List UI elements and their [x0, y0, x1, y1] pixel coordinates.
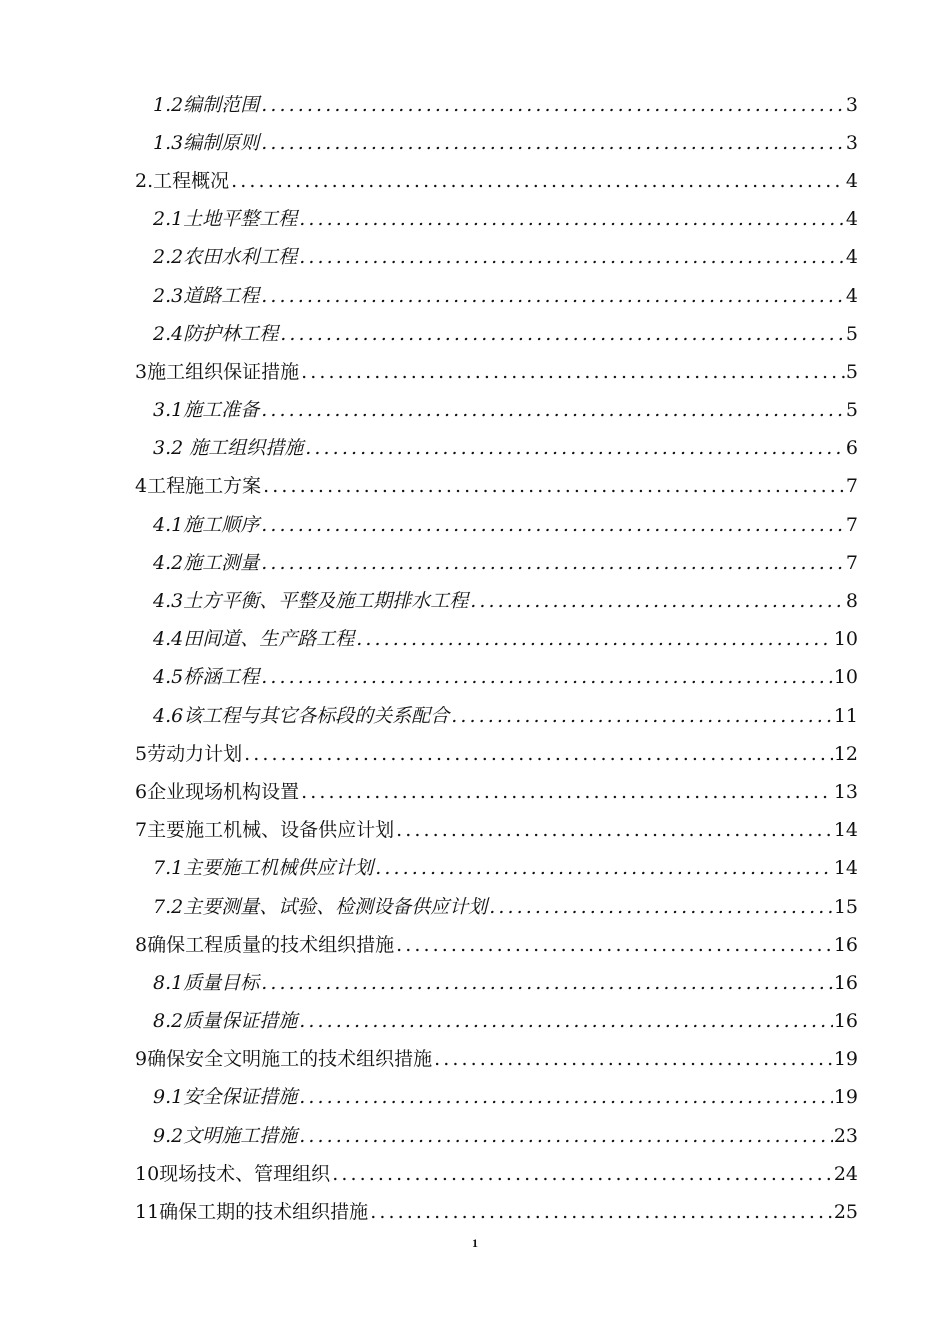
toc-entry[interactable]: [0, 659, 950, 697]
toc-dot-leader: [394, 821, 833, 840]
toc-dot-leader: [297, 1012, 833, 1031]
toc-entry-line: [135, 1041, 858, 1079]
toc-entry[interactable]: [0, 1003, 950, 1041]
toc-entry[interactable]: [0, 812, 950, 850]
toc-entry-line: [153, 315, 858, 353]
toc-entry-line: [153, 124, 858, 162]
toc-entry-line: [135, 353, 858, 391]
toc-entry-title: 8.2质量保证措施: [153, 1010, 298, 1033]
toc-entry-page-number: 6: [845, 437, 858, 460]
toc-entry-page-number: 7: [845, 551, 858, 574]
toc-entry[interactable]: [0, 430, 950, 468]
toc-entry[interactable]: [0, 506, 950, 544]
toc-entry-page-number: 15: [833, 895, 858, 918]
toc-entry-title: 9.2文明施工措施: [153, 1124, 298, 1147]
toc-entry[interactable]: [0, 315, 950, 353]
toc-dot-leader: [259, 974, 833, 993]
toc-entry-title: 6企业现场机构设置: [135, 780, 300, 803]
toc-entry-title: 3.2 施工组织措施: [153, 437, 304, 460]
toc-entry[interactable]: [0, 162, 950, 200]
toc-dot-leader: [354, 630, 833, 649]
toc-entry-page-number: 7: [845, 513, 858, 536]
toc-entry-line: [135, 162, 858, 200]
toc-entry-line: [153, 86, 858, 124]
toc-entry-line: [153, 392, 858, 430]
toc-dot-leader: [259, 554, 845, 573]
toc-entry-title: 2.2农田水利工程: [153, 246, 298, 269]
toc-dot-leader: [278, 325, 845, 344]
toc-entry-title: 4.2施工测量: [153, 551, 260, 574]
toc-entry-line: [153, 964, 858, 1002]
toc-entry-line: [153, 1117, 858, 1155]
toc-entry[interactable]: [0, 582, 950, 620]
toc-entry-line: [135, 1193, 858, 1231]
page-number: 1: [472, 1236, 478, 1250]
toc-entry[interactable]: [0, 124, 950, 162]
toc-entry-line: [153, 201, 858, 239]
toc-entry-title: 4.1施工顺序: [153, 513, 260, 536]
toc-entry-title: 10现场技术、管理组织: [135, 1162, 331, 1185]
toc-entry-page-number: 10: [833, 628, 858, 651]
toc-entry-page-number: 23: [833, 1124, 858, 1147]
toc-entry-title: 2.4防护林工程: [153, 322, 279, 345]
toc-dot-leader: [297, 210, 845, 229]
toc-entry-title: 1.2编制范围: [153, 93, 260, 116]
toc-entry-title: 2.工程概况: [135, 169, 230, 192]
toc-entry-page-number: 7: [845, 475, 858, 498]
toc-entry[interactable]: [0, 621, 950, 659]
toc-dot-leader: [259, 134, 845, 153]
toc-entry-page-number: 4: [845, 284, 858, 307]
toc-entry-title: 4.6该工程与其它各标段的关系配合: [153, 704, 450, 727]
toc-entry-page-number: 4: [845, 169, 858, 192]
toc-entry-line: [153, 1003, 858, 1041]
toc-dot-leader: [368, 1203, 833, 1222]
toc-dot-leader: [330, 1165, 833, 1184]
toc-entry-title: 8确保工程质量的技术组织措施: [135, 933, 395, 956]
toc-entry-page-number: 16: [833, 1010, 858, 1033]
toc-entry-page-number: 10: [833, 666, 858, 689]
toc-entry-title: 7.1主要施工机械供应计划: [153, 857, 374, 880]
toc-entry[interactable]: [0, 926, 950, 964]
toc-dot-leader: [373, 859, 833, 878]
toc-entry-title: 4.3土方平衡、平整及施工期排水工程: [153, 590, 469, 613]
toc-entry-title: 2.3道路工程: [153, 284, 260, 307]
toc-dot-leader: [297, 248, 845, 267]
toc-entry-title: 3施工组织保证措施: [135, 360, 300, 383]
toc-entry[interactable]: [0, 86, 950, 124]
toc-dot-leader: [394, 936, 833, 955]
toc-dot-leader: [303, 439, 845, 458]
toc-dot-leader: [449, 707, 833, 726]
toc-entry-page-number: 11: [833, 704, 858, 727]
toc-entry-page-number: 14: [833, 819, 858, 842]
toc-entry-page-number: 19: [833, 1086, 858, 1109]
toc-entry-line: [153, 582, 858, 620]
toc-entry-page-number: 5: [845, 360, 858, 383]
toc-entry-page-number: 16: [833, 933, 858, 956]
toc-entry-title: 5劳动力计划: [135, 742, 243, 765]
toc-entry[interactable]: [0, 964, 950, 1002]
toc-dot-leader: [259, 96, 845, 115]
toc-entry-line: [153, 621, 858, 659]
toc-entry-line: [135, 812, 858, 850]
toc-entry-title: 4.5桥涵工程: [153, 666, 260, 689]
toc-dot-leader: [259, 516, 845, 535]
toc-entry-page-number: 3: [845, 93, 858, 116]
toc-entry-line: [153, 506, 858, 544]
toc-entry[interactable]: [0, 468, 950, 506]
toc-entry-page-number: 5: [845, 322, 858, 345]
toc-dot-leader: [299, 363, 845, 382]
toc-dot-leader: [432, 1050, 833, 1069]
toc-entry[interactable]: [0, 888, 950, 926]
toc-entry-title: 2.1土地平整工程: [153, 208, 298, 231]
toc-dot-leader: [259, 668, 833, 687]
toc-entry-page-number: 3: [845, 131, 858, 154]
toc-dot-leader: [242, 745, 833, 764]
toc-entry[interactable]: [0, 1155, 950, 1193]
toc-entry-page-number: 12: [833, 742, 858, 765]
toc-entry[interactable]: [0, 201, 950, 239]
toc-entry-title: 11确保工期的技术组织措施: [135, 1201, 369, 1224]
toc-entry[interactable]: [0, 1193, 950, 1231]
toc-entry-line: [135, 773, 858, 811]
toc-entry-title: 9确保安全文明施工的技术组织措施: [135, 1048, 433, 1071]
toc-dot-leader: [259, 287, 845, 306]
toc-entry[interactable]: [0, 1041, 950, 1079]
toc-entry-line: [135, 468, 858, 506]
toc-entry-page-number: 4: [845, 246, 858, 269]
toc-entry-line: [135, 1155, 858, 1193]
toc-entry[interactable]: [0, 544, 950, 582]
toc-entry[interactable]: [0, 1079, 950, 1117]
toc-dot-leader: [261, 477, 845, 496]
toc-dot-leader: [297, 1088, 833, 1107]
toc-dot-leader: [299, 783, 833, 802]
toc-entry-title: 8.1质量目标: [153, 971, 260, 994]
toc-dot-leader: [259, 401, 845, 420]
toc-entry-line: [153, 277, 858, 315]
toc-entry-title: 4.4田间道、生产路工程: [153, 628, 355, 651]
toc-entry-line: [153, 239, 858, 277]
toc-entry-title: 7主要施工机械、设备供应计划: [135, 819, 395, 842]
toc-entry-title: 4工程施工方案: [135, 475, 262, 498]
toc-dot-leader: [229, 172, 845, 191]
toc-entry[interactable]: [0, 1117, 950, 1155]
table-of-contents: [0, 86, 950, 1232]
toc-entry-page-number: 25: [833, 1201, 858, 1224]
toc-entry[interactable]: [0, 239, 950, 277]
toc-entry-line: [153, 850, 858, 888]
toc-entry[interactable]: [0, 277, 950, 315]
toc-entry[interactable]: [0, 773, 950, 811]
toc-entry[interactable]: [0, 353, 950, 391]
toc-entry-line: [153, 888, 858, 926]
toc-entry-page-number: 13: [833, 780, 858, 803]
toc-entry[interactable]: [0, 697, 950, 735]
toc-entry-page-number: 19: [833, 1048, 858, 1071]
toc-entry-title: 7.2主要测量、试验、检测设备供应计划: [153, 895, 488, 918]
toc-entry-page-number: 5: [845, 399, 858, 422]
toc-entry-page-number: 24: [833, 1162, 858, 1185]
toc-entry-title: 3.1施工准备: [153, 399, 260, 422]
toc-entry-title: 9.1安全保证措施: [153, 1086, 298, 1109]
toc-entry-page-number: 16: [833, 971, 858, 994]
toc-entry-page-number: 8: [845, 590, 858, 613]
toc-entry-line: [153, 1079, 858, 1117]
toc-entry-line: [135, 926, 858, 964]
toc-dot-leader: [487, 898, 833, 917]
toc-entry-title: 1.3编制原则: [153, 131, 260, 154]
toc-entry-line: [153, 659, 858, 697]
toc-entry-line: [153, 544, 858, 582]
toc-entry-page-number: 14: [833, 857, 858, 880]
toc-entry[interactable]: [0, 850, 950, 888]
toc-entry-line: [153, 430, 858, 468]
toc-entry-line: [135, 735, 858, 773]
toc-entry-line: [153, 697, 858, 735]
toc-dot-leader: [297, 1127, 833, 1146]
toc-dot-leader: [468, 592, 845, 611]
toc-entry-page-number: 4: [845, 208, 858, 231]
toc-entry[interactable]: [0, 735, 950, 773]
toc-entry[interactable]: [0, 392, 950, 430]
